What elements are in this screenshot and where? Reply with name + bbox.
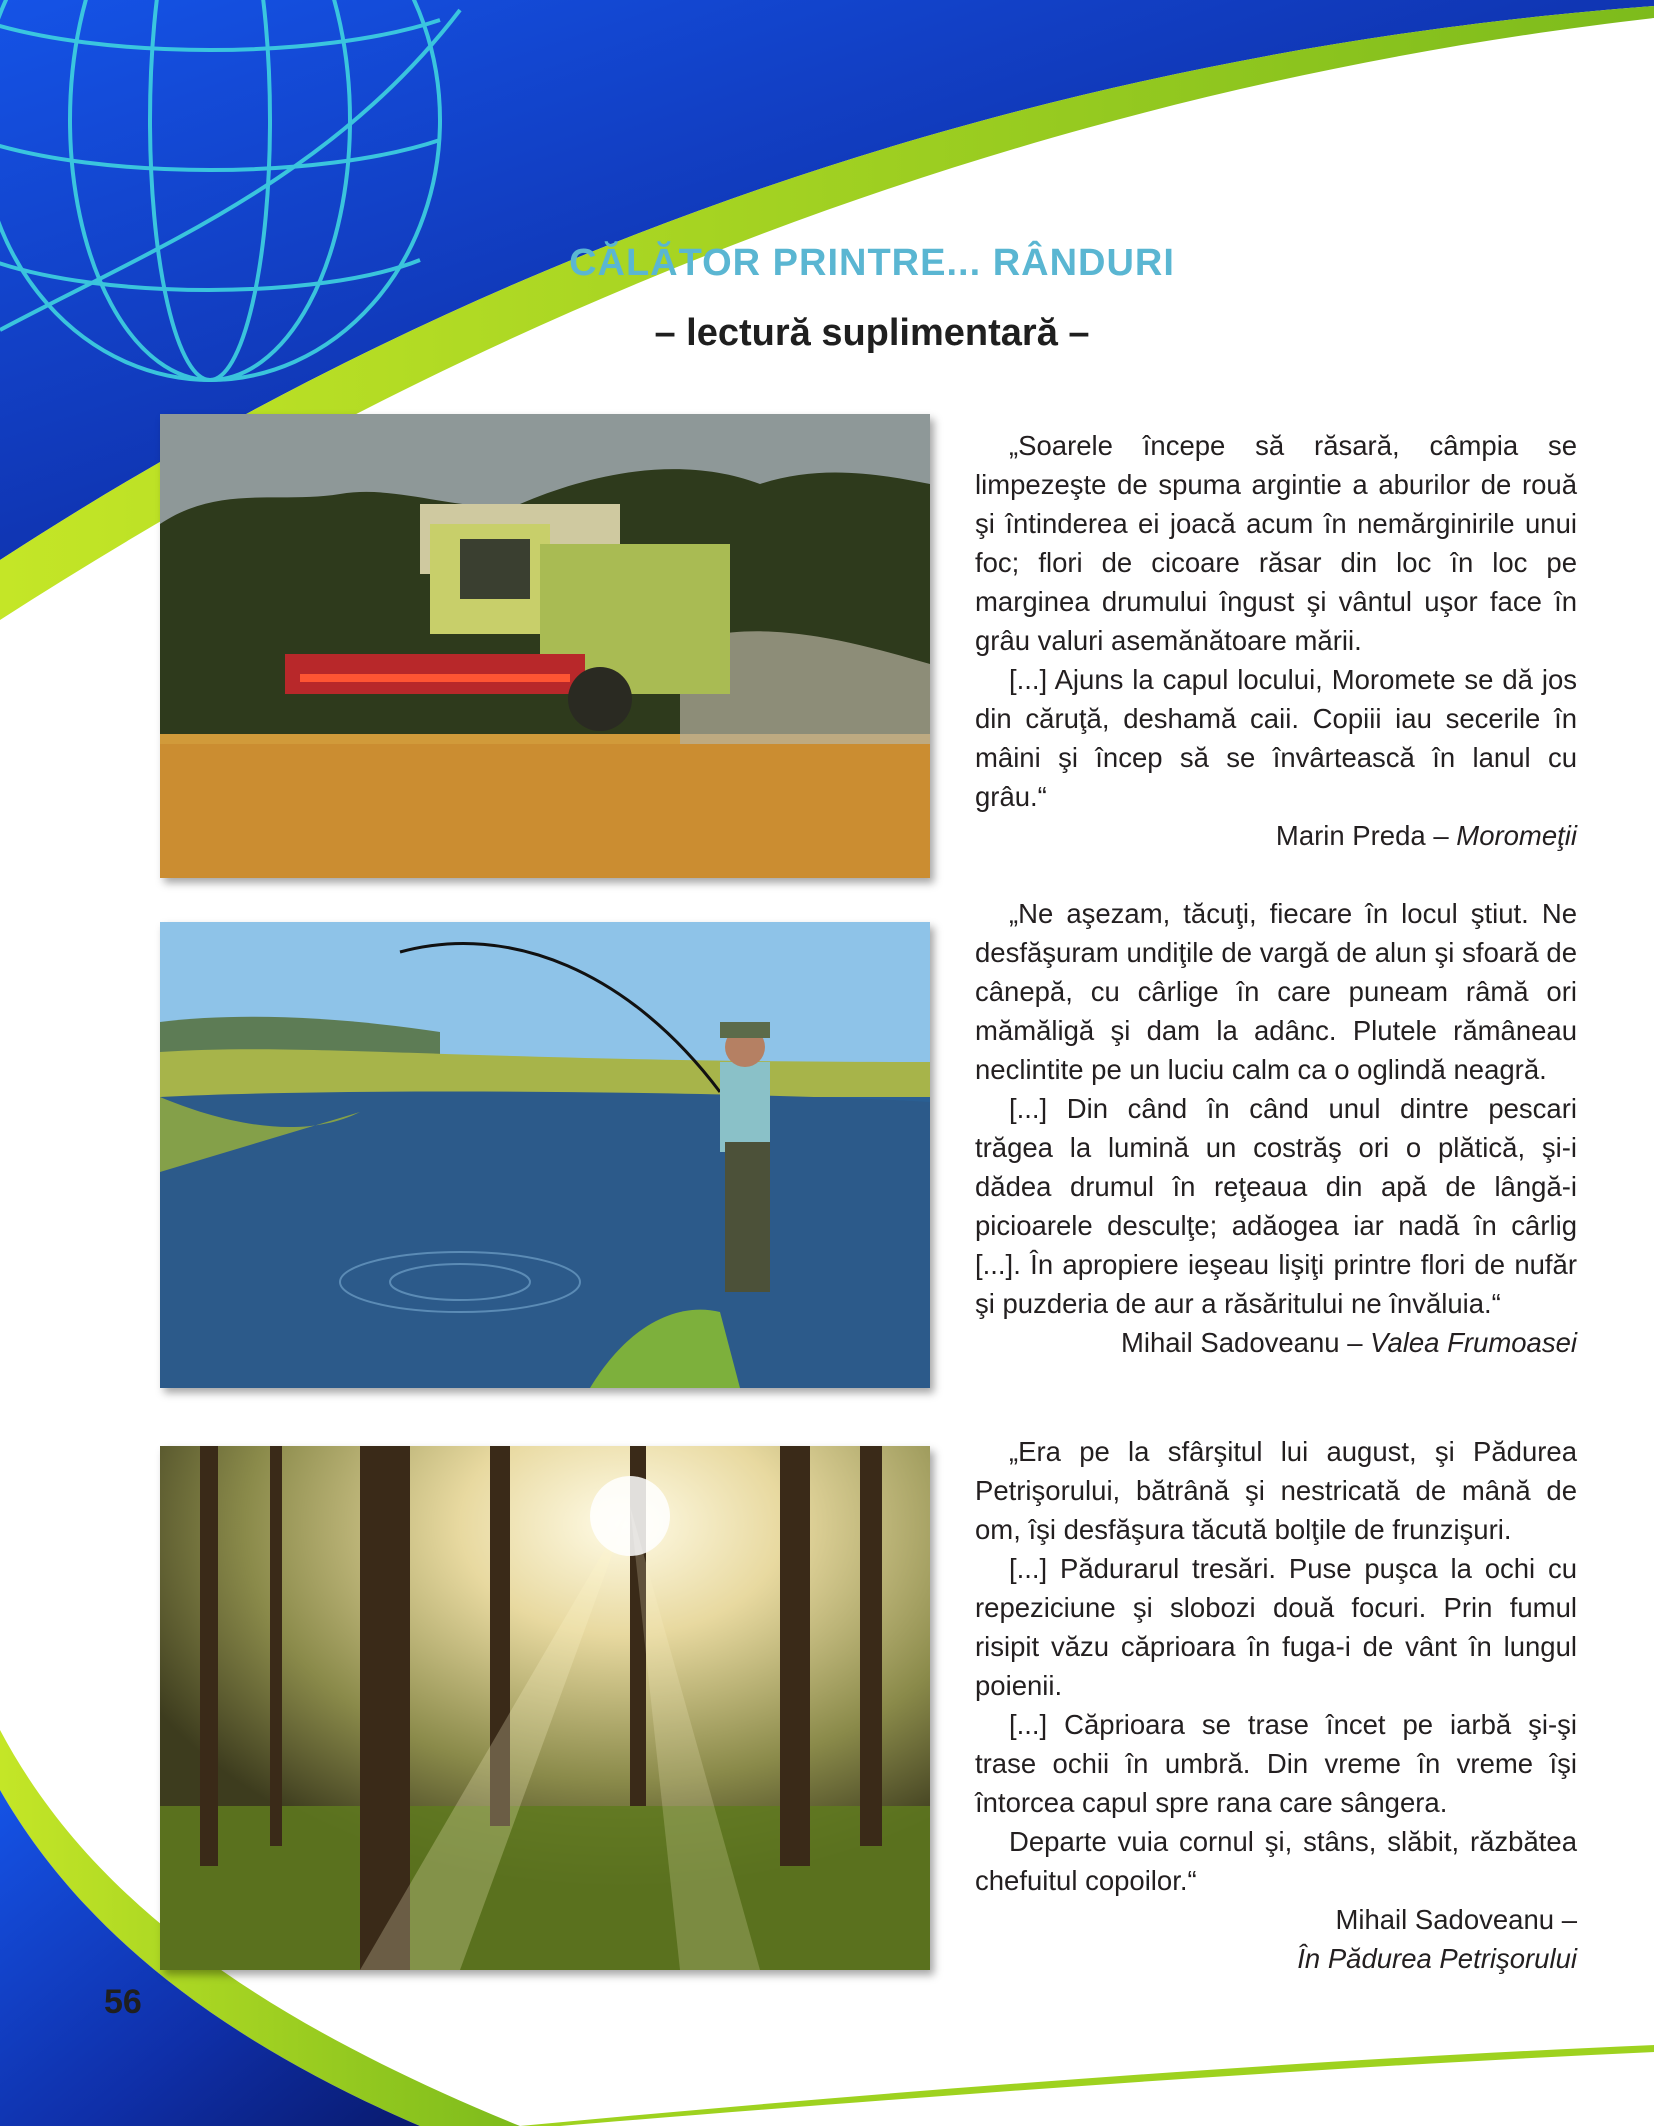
sunlit-forest-photo xyxy=(160,1446,930,1970)
work-title: Valea Frumoasei xyxy=(1370,1327,1577,1358)
page-title: CĂLĂTOR PRINTRE... RÂNDURI xyxy=(569,242,1175,284)
author-name: Mihail Sadoveanu – xyxy=(1335,1904,1577,1935)
author-name: Mihail Sadoveanu – xyxy=(1120,1327,1371,1358)
author-name: Marin Preda – xyxy=(1275,820,1457,851)
excerpt-attribution xyxy=(975,1323,1577,1362)
excerpt-attribution xyxy=(975,816,1577,855)
excerpt-moromete xyxy=(975,426,1577,855)
excerpt-paragraph: [...] Pădurarul tresări. Puse puşca la ochi cu repeziciune şi slobozi două focuri. Prin fumul risipit văzu căprioara în fuga-i de vânt în lungul poienii. xyxy=(975,1553,1577,1701)
excerpt-paragraph: „Ne aşezam, tăcuţi, fiecare în locul ştiut. Ne desfăşuram undiţile de vargă de alun şi sfoară de cânepă, cu cârlige în care puneam râmă ori mămăligă şi dam la adânc. Plutele rămâneau neclintite pe un luciu calm ca o oglindă neagră. xyxy=(975,898,1577,1085)
page-subtitle: – lectură suplimentară – xyxy=(654,312,1090,354)
excerpt-paragraph: „Soarele începe să răsară, câmpia se limpezeşte de spuma argintie a aburilor de rouă şi întinderea ei joacă acum în nemărginirile unui foc; flori de cicoare răsar din loc în loc pe marginea drumului îngust şi vântul uşor face în grâu valuri asemănătoare mării. xyxy=(975,430,1577,656)
excerpt-attribution xyxy=(975,1939,1577,1978)
page-number: 56 xyxy=(104,1983,142,2021)
combine-harvester-photo xyxy=(160,414,930,878)
excerpt-paragraph: „Era pe la sfârşitul lui august, şi Pădurea Petrişorului, bătrână şi nestricată de mână de om, îşi desfăşura tăcută bolţile de frunzişuri. xyxy=(975,1436,1577,1545)
excerpt-paragraph: [...] Ajuns la capul locului, Moromete se dă jos din căruţă, deshamă caii. Copiii iau secerile în mâini şi încep să se învârtească în lanul cu grâu.“ xyxy=(975,664,1577,812)
excerpt-paragraph: [...] Căprioara se trase încet pe iarbă şi-şi trase ochii în umbră. Din vreme în vreme îşi întorcea capul spre rana care sângera. xyxy=(975,1709,1577,1818)
excerpt-valea-frumoasei xyxy=(975,894,1577,1362)
fisherman-river-photo xyxy=(160,922,930,1388)
excerpt-paragraph: [...] Din când în când unul dintre pescari trăgea la lumină un costrăş ori o plătică, şi-i dădea drumul în reţeaua din apă de lângă-i picioarele desculţe; adăogea iar nadă în cârlig [...]. În apropiere ieşeau lişiţi printre flori de nufăr şi puzderia de aur a răsăritului ne învăluia.“ xyxy=(975,1093,1577,1319)
excerpt-padurea-petrisorului xyxy=(975,1432,1577,1978)
excerpt-paragraph: Departe vuia cornul şi, stâns, slăbit, răzbătea chefuitul copoilor.“ xyxy=(975,1826,1577,1896)
work-title: Moromeţii xyxy=(1456,820,1577,851)
work-title: În Pădurea Petrişorului xyxy=(1297,1943,1577,1974)
